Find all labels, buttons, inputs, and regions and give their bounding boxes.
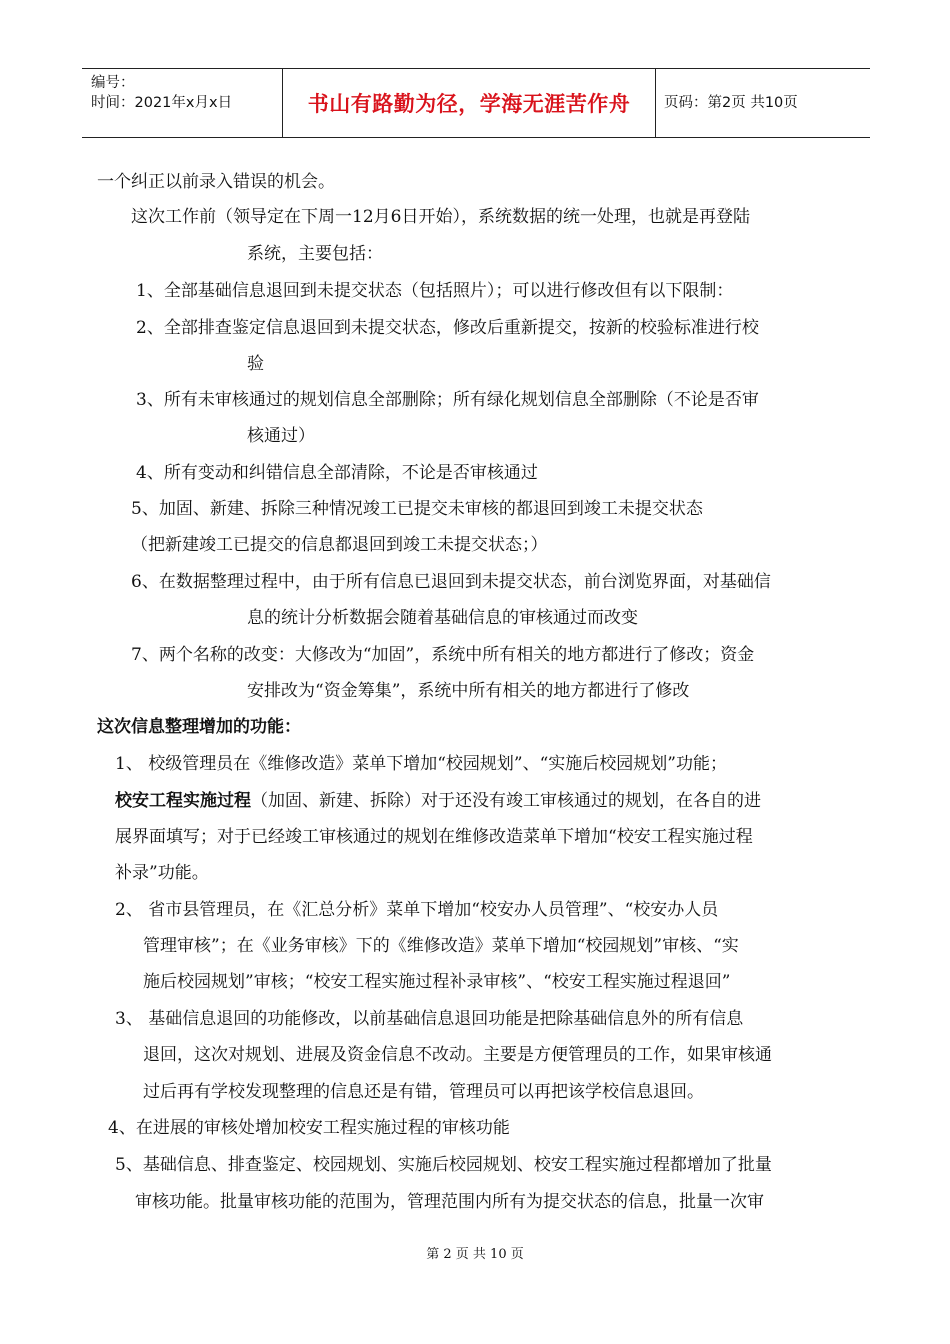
time-label: 时间：2021年x月x日 (91, 95, 233, 111)
text-line: 展界面填写；对于已经竣工审核通过的规划在维修改造菜单下增加“校安工程实施过程 (115, 827, 753, 847)
number-label: 编号： (91, 75, 135, 91)
header-right-cell (664, 69, 798, 137)
list-item: 1、 校级管理员在《维修改造》菜单下增加“校园规划”、“实施后校园规划”功能； (115, 754, 727, 774)
text-line: 系统，主要包括： (247, 244, 383, 264)
list-item: 3、 基础信息退回的功能修改，以前基础信息退回功能是把除基础信息外的所有信息 (115, 1009, 744, 1029)
list-item: 2、全部排查鉴定信息退回到未提交状态，修改后重新提交，按新的校验标准进行校 (136, 318, 759, 338)
header-motto: 书山有路勤为径，学海无涯苦作舟 (307, 92, 631, 116)
text-line: 施后校园规划”审核；“校安工程实施过程补录审核”、“校安工程实施过程退回” (143, 972, 731, 992)
header-divider (655, 69, 656, 137)
page-number-label: 页码：第2页 共10页 (664, 95, 798, 111)
list-item: 7、两个名称的改变：大修改为“加固”，系统中所有相关的地方都进行了修改；资金 (131, 645, 755, 665)
text-line (115, 789, 761, 813)
list-item: 4、所有变动和纠错信息全部清除，不论是否审核通过 (136, 463, 538, 483)
list-item: 5、基础信息、排查鉴定、校园规划、实施后校园规划、校安工程实施过程都增加了批量 (115, 1155, 772, 1175)
text-line: 过后再有学校发现整理的信息还是有错，管理员可以再把该学校信息退回。 (143, 1082, 704, 1102)
header-center-cell (283, 69, 655, 137)
page-footer: 第 2 页 共 10 页 (426, 1247, 524, 1262)
text-line: 验 (247, 354, 264, 374)
text-line: 息的统计分析数据会随着基础信息的审核通过而改变 (247, 608, 638, 628)
list-item: 2、 省市县管理员，在《汇总分析》菜单下增加“校安办人员管理”、“校安办人员 (115, 900, 719, 920)
list-item: 1、全部基础信息退回到未提交状态（包括照片）；可以进行修改但有以下限制： (136, 281, 734, 301)
text-line: 补录”功能。 (115, 863, 209, 883)
text-line: 管理审核”；在《业务审核》下的《维修改造》菜单下增加“校园规划”审核、“实 (143, 936, 739, 956)
text-line: （把新建竣工已提交的信息都退回到竣工未提交状态；） (131, 535, 548, 555)
text-line: 这次工作前（领导定在下周一12月6日开始），系统数据的统一处理，也就是再登陆 (131, 207, 750, 227)
text-line: 一个纠正以前录入错误的机会。 (97, 172, 335, 192)
text-line: 退回，这次对规划、进展及资金信息不改动。主要是方便管理员的工作，如果审核通 (143, 1045, 772, 1065)
header-left-cell (82, 69, 282, 137)
list-item: 4、在进展的审核处增加校安工程实施过程的审核功能 (108, 1118, 510, 1138)
list-item: 5、加固、新建、拆除三种情况竣工已提交未审核的都退回到竣工未提交状态 (131, 499, 703, 519)
section-title: 这次信息整理增加的功能： (97, 717, 301, 737)
text-line: 审核功能。批量审核功能的范围为，管理范围内所有为提交状态的信息，批量一次审 (135, 1192, 764, 1212)
bold-term: 校安工程实施过程 (115, 791, 251, 811)
page-header (82, 68, 870, 138)
text-line: 安排改为“资金筹集”，系统中所有相关的地方都进行了修改 (247, 681, 690, 701)
list-item: 6、在数据整理过程中，由于所有信息已退回到未提交状态，前台浏览界面，对基础信 (131, 572, 771, 592)
text-span: （加固、新建、拆除）对于还没有竣工审核通过的规划，在各自的进 (251, 791, 761, 811)
text-line: 核通过） (247, 426, 315, 446)
list-item: 3、所有未审核通过的规划信息全部删除；所有绿化规划信息全部删除（不论是否审 (136, 390, 759, 410)
